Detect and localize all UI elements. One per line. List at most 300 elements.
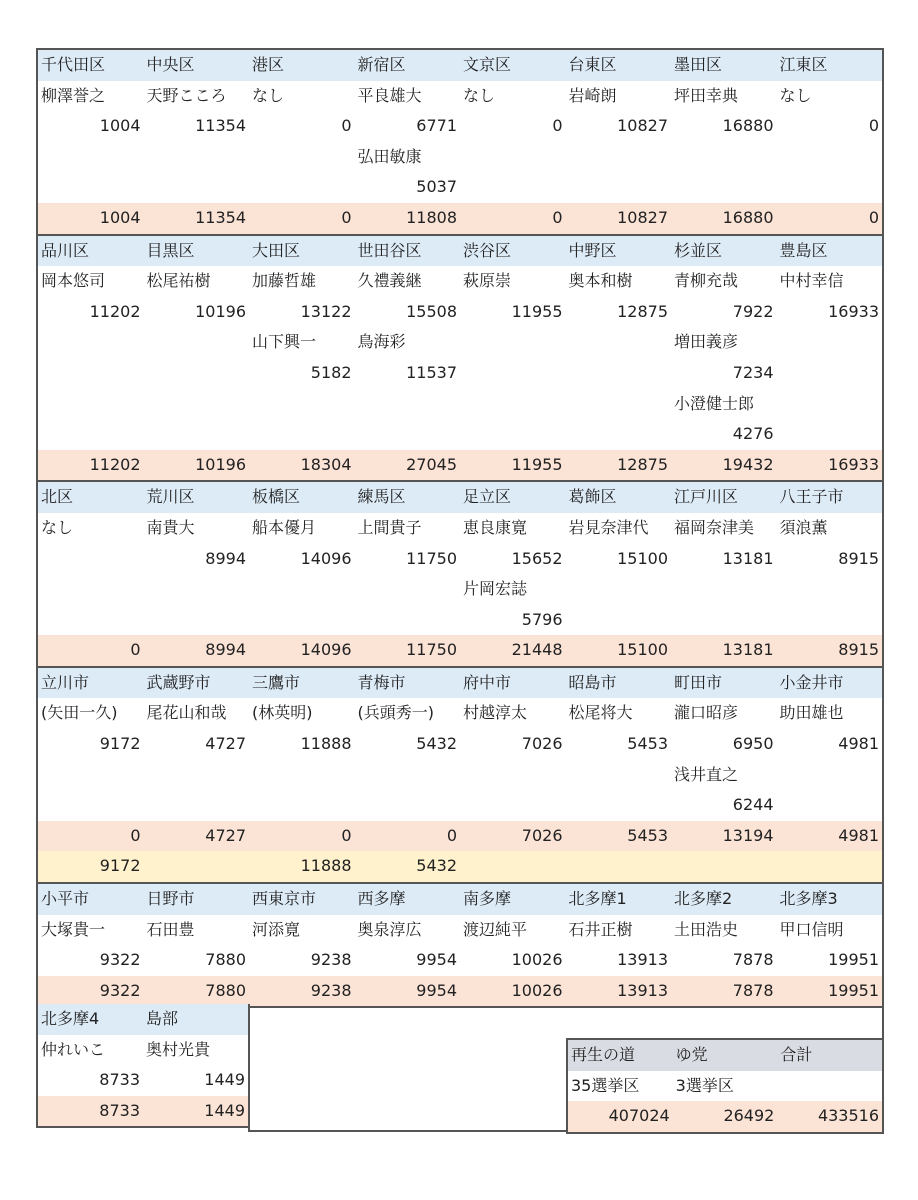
empty-cell xyxy=(777,574,883,605)
empty-cell xyxy=(566,389,672,420)
total-row xyxy=(38,203,882,234)
empty-cell xyxy=(777,358,883,389)
vote-count: 11750 xyxy=(406,640,457,660)
vote-count: 14096 xyxy=(300,548,352,568)
candidate-name: 松尾将大 xyxy=(568,703,633,723)
vote-count: 1449 xyxy=(204,1100,245,1120)
district-header: 小平市 xyxy=(41,889,90,909)
vote-count: 0 xyxy=(130,825,141,845)
vote-count: 10827 xyxy=(617,207,668,227)
empty-cell xyxy=(38,172,144,203)
vote-count: 16880 xyxy=(722,116,774,136)
candidate-name: 萩原崇 xyxy=(463,271,512,291)
candidate-name: 35選挙区 xyxy=(571,1075,640,1095)
data-row xyxy=(38,142,882,173)
vote-count: 8733 xyxy=(99,1070,140,1090)
candidate-name: 渡辺純平 xyxy=(463,919,528,939)
candidate-name: 船本優月 xyxy=(252,517,317,537)
vote-count: 5796 xyxy=(521,609,563,629)
vote-count: 10827 xyxy=(617,116,668,136)
district-block xyxy=(36,234,884,481)
vote-count: 9322 xyxy=(99,950,141,970)
empty-cell xyxy=(460,419,566,450)
empty-cell xyxy=(38,389,144,420)
empty-cell xyxy=(671,574,777,605)
vote-count: 12875 xyxy=(617,301,668,321)
candidate-name: 松尾祐樹 xyxy=(146,271,211,291)
district-header: 青梅市 xyxy=(357,672,406,692)
data-row xyxy=(38,729,882,760)
district-header: 足立区 xyxy=(463,487,512,507)
vote-count: 16933 xyxy=(828,301,879,321)
empty-cell xyxy=(777,851,883,882)
empty-cell xyxy=(355,790,461,821)
vote-count: 6244 xyxy=(732,795,774,815)
candidate-name: (兵頭秀一) xyxy=(357,703,434,723)
district-header: 小金井市 xyxy=(779,672,844,692)
vote-count: 11354 xyxy=(195,116,246,136)
district-header: 中央区 xyxy=(146,55,195,74)
total-row xyxy=(38,1096,248,1127)
candidate-name: 甲口信明 xyxy=(779,919,844,939)
vote-count: 13913 xyxy=(617,980,668,1000)
empty-cell xyxy=(777,142,883,173)
empty-cell xyxy=(144,760,250,791)
empty-cell xyxy=(144,419,250,450)
district-header: 立川市 xyxy=(41,672,90,692)
district-header: 新宿区 xyxy=(357,55,406,74)
candidate-name: 仲れいこ xyxy=(41,1039,106,1059)
header-row xyxy=(38,236,882,267)
district-header: 大田区 xyxy=(252,240,301,260)
district-header: 北多摩2 xyxy=(674,889,733,909)
empty-cell xyxy=(38,790,144,821)
header-row xyxy=(38,668,882,699)
vote-count: 14096 xyxy=(300,640,352,660)
empty-cell xyxy=(566,760,672,791)
vote-count: 11354 xyxy=(195,207,246,227)
candidate-name: 福岡奈津美 xyxy=(674,517,755,537)
vote-count: 1449 xyxy=(204,1070,245,1090)
vote-count: 5432 xyxy=(416,856,457,876)
empty-cell xyxy=(144,790,250,821)
vote-count: 0 xyxy=(130,640,141,660)
candidate-name: 恵良康寛 xyxy=(463,517,528,537)
candidate-name: 久禮義継 xyxy=(357,271,422,291)
vote-count: 13181 xyxy=(722,548,774,568)
district-header: 南多摩 xyxy=(463,889,512,909)
vote-count: 11750 xyxy=(406,548,457,568)
data-row xyxy=(38,760,882,791)
empty-cell xyxy=(38,419,144,450)
vote-count: 15508 xyxy=(406,301,457,321)
vote-count: 4727 xyxy=(205,825,246,845)
vote-count: 0 xyxy=(552,207,563,227)
vote-count: 10196 xyxy=(195,301,246,321)
district-block xyxy=(36,48,884,234)
data-row xyxy=(38,1065,248,1096)
district-header: 西東京市 xyxy=(252,889,317,909)
vote-count: 0 xyxy=(868,207,879,227)
empty-cell xyxy=(671,172,777,203)
candidate-name: なし xyxy=(463,85,496,105)
vote-count: 8994 xyxy=(205,548,246,568)
data-row xyxy=(38,605,882,636)
data-row xyxy=(38,111,882,142)
empty-cell xyxy=(460,142,566,173)
data-row xyxy=(38,513,882,544)
candidate-name: (矢田一久) xyxy=(41,703,118,723)
district-header: 北多摩4 xyxy=(41,1009,100,1028)
vote-count: 11537 xyxy=(406,362,457,382)
vote-count: 15100 xyxy=(617,640,668,660)
empty-cell xyxy=(144,358,250,389)
candidate-name: 片岡宏誌 xyxy=(463,579,528,599)
block-kitatama4-islands xyxy=(36,1004,250,1128)
vote-count: 15100 xyxy=(617,548,668,568)
empty-cell xyxy=(777,327,883,358)
empty-cell xyxy=(566,851,672,882)
empty-cell xyxy=(144,605,250,636)
vote-count: 1004 xyxy=(99,207,141,227)
vote-count: 7878 xyxy=(732,950,774,970)
data-row xyxy=(38,544,882,575)
empty-cell xyxy=(460,327,566,358)
district-block xyxy=(36,882,884,1008)
empty-cell xyxy=(566,358,672,389)
empty-cell xyxy=(249,172,355,203)
candidate-name: 岡本悠司 xyxy=(41,271,106,291)
vote-count: 9172 xyxy=(99,856,141,876)
bottom-section xyxy=(36,1004,884,1132)
vote-count: 11888 xyxy=(300,856,352,876)
empty-cell xyxy=(566,574,672,605)
district-header: 府中市 xyxy=(463,672,512,692)
empty-cell xyxy=(777,790,883,821)
empty-cell xyxy=(777,389,883,420)
vote-count: 4276 xyxy=(732,424,774,444)
total-row xyxy=(38,450,882,481)
empty-cell xyxy=(460,358,566,389)
data-row xyxy=(38,698,882,729)
candidate-name: 南貴大 xyxy=(146,517,195,537)
vote-count: 4727 xyxy=(205,734,246,754)
vote-count: 16933 xyxy=(828,454,879,474)
district-header: 合計 xyxy=(780,1045,813,1064)
vote-count: 13181 xyxy=(722,640,774,660)
vote-count: 7026 xyxy=(521,734,563,754)
vote-count: 6771 xyxy=(416,116,457,136)
vote-count: 9954 xyxy=(416,950,457,970)
district-header: 北区 xyxy=(41,487,74,507)
vote-count: 433516 xyxy=(817,1106,880,1126)
district-header: 練馬区 xyxy=(357,487,406,507)
vote-count: 19951 xyxy=(828,980,879,1000)
candidate-name: 瀧口昭彦 xyxy=(674,703,739,723)
district-header: 葛飾区 xyxy=(568,487,617,507)
empty-cell xyxy=(38,327,144,358)
vote-count: 9322 xyxy=(99,980,141,1000)
data-row xyxy=(38,172,882,203)
empty-cell xyxy=(249,419,355,450)
district-header: 北多摩1 xyxy=(568,889,627,909)
vote-count: 8994 xyxy=(205,640,246,660)
candidate-name: 小澄健士郎 xyxy=(674,393,755,413)
vote-count: 1004 xyxy=(99,116,141,136)
summary-table xyxy=(566,1038,884,1134)
vote-count: 0 xyxy=(341,116,352,136)
empty-cell xyxy=(777,419,883,450)
candidate-name: なし xyxy=(41,517,74,537)
district-header: 江東区 xyxy=(779,55,828,74)
empty-cell xyxy=(460,851,566,882)
vote-count: 12875 xyxy=(617,454,668,474)
data-row xyxy=(38,81,882,112)
candidate-name: 村越淳太 xyxy=(463,703,528,723)
empty-cell xyxy=(566,327,672,358)
district-header: 北多摩3 xyxy=(779,889,838,909)
vote-count: 9238 xyxy=(310,950,352,970)
vote-count: 11955 xyxy=(511,454,563,474)
candidate-name: (林英明) xyxy=(252,703,313,723)
data-row xyxy=(38,419,882,450)
vote-count: 21448 xyxy=(511,640,563,660)
vote-count: 11955 xyxy=(511,301,563,321)
empty-cell xyxy=(355,605,461,636)
candidate-name: 土田浩史 xyxy=(674,919,739,939)
empty-cell xyxy=(355,760,461,791)
data-row xyxy=(38,389,882,420)
empty-cell xyxy=(566,419,672,450)
vote-count: 13913 xyxy=(617,950,668,970)
district-header: ゆ党 xyxy=(675,1045,708,1064)
vote-count: 0 xyxy=(341,207,352,227)
header-row xyxy=(38,1004,248,1035)
total-row xyxy=(38,821,882,852)
empty-cell xyxy=(38,605,144,636)
vote-count: 19951 xyxy=(828,950,879,970)
candidate-name: 岩見奈津代 xyxy=(568,517,649,537)
empty-cell xyxy=(355,574,461,605)
vote-count: 5182 xyxy=(310,362,352,382)
empty-cell xyxy=(38,574,144,605)
vote-count: 7880 xyxy=(205,980,246,1000)
candidate-name: 奥泉淳広 xyxy=(357,919,422,939)
district-header: 港区 xyxy=(252,55,285,74)
vote-count: 0 xyxy=(446,825,457,845)
vote-count: 6950 xyxy=(732,734,774,754)
candidate-name: 鳥海彩 xyxy=(357,332,406,352)
candidate-name: 助田雄也 xyxy=(779,703,844,723)
district-header: 目黒区 xyxy=(146,240,195,260)
district-block xyxy=(36,666,884,882)
district-block xyxy=(36,480,884,666)
district-header: 西多摩 xyxy=(357,889,406,909)
candidate-name: 増田義彦 xyxy=(674,332,739,352)
district-header: 八王子市 xyxy=(779,487,844,507)
data-row xyxy=(38,358,882,389)
vote-count: 13194 xyxy=(722,825,774,845)
vote-count: 0 xyxy=(868,116,879,136)
empty-cell xyxy=(144,327,250,358)
empty-cell xyxy=(38,760,144,791)
district-header: 品川区 xyxy=(41,240,90,260)
district-header: 日野市 xyxy=(146,889,195,909)
vote-count: 10026 xyxy=(511,980,563,1000)
district-header: 中野区 xyxy=(568,240,617,260)
empty-cell xyxy=(671,851,777,882)
empty-cell xyxy=(777,172,883,203)
candidate-name: 天野こころ xyxy=(146,85,227,105)
data-row xyxy=(38,790,882,821)
header-row xyxy=(38,482,882,513)
header-row xyxy=(38,50,882,81)
empty-cell xyxy=(355,419,461,450)
summary-row xyxy=(568,1071,882,1102)
empty-cell xyxy=(144,851,250,882)
candidate-name: 奥本和樹 xyxy=(568,271,633,291)
vote-count: 16880 xyxy=(722,207,774,227)
empty-cell xyxy=(566,605,672,636)
district-header: 島部 xyxy=(146,1009,179,1028)
candidate-name: 山下興一 xyxy=(252,332,317,352)
candidate-name: 石井正樹 xyxy=(568,919,633,939)
empty-cell xyxy=(249,389,355,420)
empty-cell xyxy=(671,142,777,173)
empty-cell xyxy=(355,389,461,420)
vote-count: 5037 xyxy=(416,177,457,197)
vote-count: 11808 xyxy=(406,207,457,227)
data-row xyxy=(38,297,882,328)
district-header: 渋谷区 xyxy=(463,240,512,260)
vote-count: 5453 xyxy=(627,825,668,845)
vote-count: 7880 xyxy=(205,950,246,970)
vote-count: 9238 xyxy=(310,980,352,1000)
vote-count: 0 xyxy=(341,825,352,845)
empty-cell xyxy=(38,544,144,575)
candidate-name: なし xyxy=(252,85,285,105)
district-header: 台東区 xyxy=(568,55,617,74)
empty-cell xyxy=(460,172,566,203)
vote-count: 7234 xyxy=(732,362,774,382)
empty-cell xyxy=(144,389,250,420)
candidate-name: 奥村光貴 xyxy=(146,1039,211,1059)
candidate-name: 青柳充哉 xyxy=(674,271,739,291)
candidate-name: 柳澤誉之 xyxy=(41,85,106,105)
empty-cell xyxy=(566,790,672,821)
data-row xyxy=(38,327,882,358)
vote-count: 4981 xyxy=(838,825,879,845)
empty-cell xyxy=(249,760,355,791)
empty-cell xyxy=(777,760,883,791)
vote-count: 11888 xyxy=(300,734,352,754)
vote-count: 8733 xyxy=(99,1100,140,1120)
district-header: 三鷹市 xyxy=(252,672,301,692)
vote-count: 19432 xyxy=(722,454,774,474)
vote-count: 7922 xyxy=(732,301,774,321)
candidate-name: 大塚貴一 xyxy=(41,919,106,939)
district-header: 文京区 xyxy=(463,55,512,74)
vote-count: 9954 xyxy=(416,980,457,1000)
data-row xyxy=(38,915,882,946)
vote-count: 10196 xyxy=(195,454,246,474)
empty-cell xyxy=(249,605,355,636)
empty-cell xyxy=(566,142,672,173)
vote-count: 5432 xyxy=(416,734,457,754)
empty-cell xyxy=(144,172,250,203)
vote-count: 26492 xyxy=(723,1106,775,1126)
total-row xyxy=(38,635,882,666)
vote-count: 8915 xyxy=(838,548,879,568)
other-total-row xyxy=(38,851,882,882)
empty-cell xyxy=(460,389,566,420)
data-row xyxy=(38,1035,248,1066)
vote-count: 13122 xyxy=(300,301,352,321)
vote-count: 18304 xyxy=(300,454,352,474)
candidate-name: 尾花山和哉 xyxy=(146,703,227,723)
empty-cell xyxy=(249,142,355,173)
empty-cell xyxy=(249,790,355,821)
candidate-name: 平良雄大 xyxy=(357,85,422,105)
vote-count: 5453 xyxy=(627,734,668,754)
empty-cell xyxy=(460,790,566,821)
district-header: 武蔵野市 xyxy=(146,672,211,692)
candidate-name: 石田豊 xyxy=(146,919,195,939)
district-header: 昭島市 xyxy=(568,672,617,692)
data-row xyxy=(38,945,882,976)
vote-count: 4981 xyxy=(838,734,879,754)
data-row xyxy=(38,266,882,297)
vote-count: 11202 xyxy=(89,454,141,474)
empty-cell xyxy=(144,574,250,605)
candidate-name: 中村幸信 xyxy=(779,271,844,291)
vote-count: 8915 xyxy=(838,640,879,660)
candidate-name: 3選挙区 xyxy=(675,1075,734,1095)
vote-count: 11202 xyxy=(89,301,141,321)
candidate-name: 河添寛 xyxy=(252,919,301,939)
candidate-name: 弘田敏康 xyxy=(357,146,422,166)
district-header: 町田市 xyxy=(674,672,723,692)
vote-count: 0 xyxy=(552,116,563,136)
district-header: 千代田区 xyxy=(41,55,106,74)
empty-cell xyxy=(38,358,144,389)
candidate-name: 須浪薫 xyxy=(779,517,828,537)
header-row xyxy=(38,884,882,915)
summary-header-row xyxy=(568,1040,882,1071)
candidate-name: 浅井直之 xyxy=(674,764,739,784)
empty-cell xyxy=(38,142,144,173)
candidate-name: なし xyxy=(779,85,812,105)
district-header: 世田谷区 xyxy=(357,240,422,260)
district-header: 板橋区 xyxy=(252,487,301,507)
vote-count: 27045 xyxy=(406,454,457,474)
empty-cell xyxy=(566,172,672,203)
vote-count: 407024 xyxy=(608,1106,670,1126)
vote-count: 7026 xyxy=(521,825,563,845)
vote-count: 7878 xyxy=(732,980,774,1000)
empty-cell xyxy=(144,142,250,173)
total-row xyxy=(38,976,882,1007)
district-header: 杉並区 xyxy=(674,240,723,260)
results-sheet xyxy=(36,48,884,1008)
district-header: 再生の道 xyxy=(571,1045,636,1064)
vote-count: 10026 xyxy=(511,950,563,970)
candidate-name: 坪田幸典 xyxy=(674,85,739,105)
empty-cell xyxy=(671,605,777,636)
vote-count: 9172 xyxy=(99,734,141,754)
candidate-name: 加藤哲雄 xyxy=(252,271,317,291)
district-header: 荒川区 xyxy=(146,487,195,507)
